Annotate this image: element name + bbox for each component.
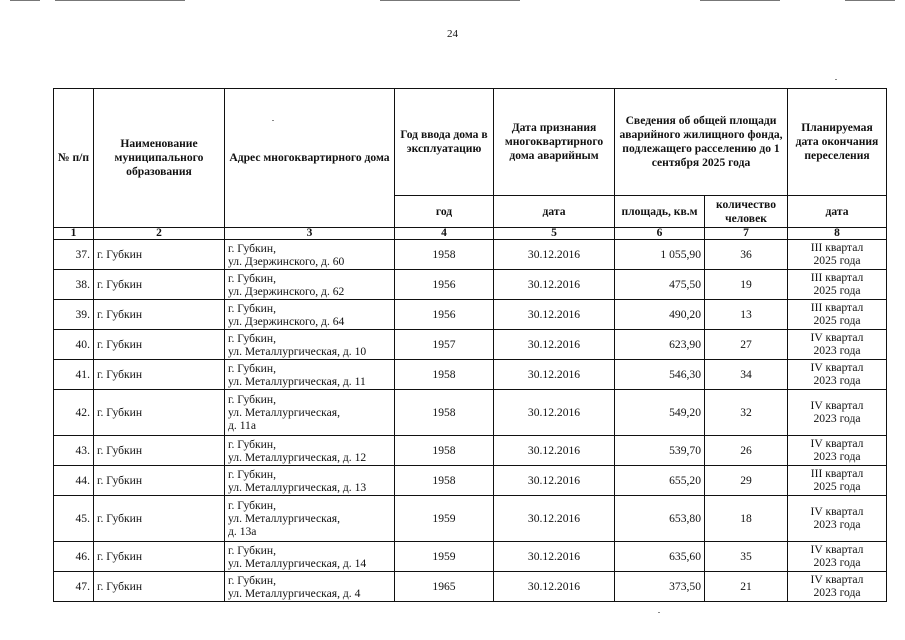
year-cell: 1959 [395, 496, 494, 542]
municipality-cell: г. Губкин [94, 270, 225, 300]
column-number: 1 [54, 228, 94, 240]
municipality-cell: г. Губкин [94, 542, 225, 572]
address-line: г. Губкин, [228, 361, 276, 375]
column-number-row [54, 228, 887, 240]
subheader-planned: дата [788, 196, 887, 228]
row-number-cell: 37. [54, 240, 94, 270]
planned-date-cell [788, 330, 887, 360]
address-line: ул. Дзержинского, д. 64 [228, 314, 345, 328]
header-commission-year: Год ввода дома в эксплуатацию [395, 89, 494, 196]
area-cell: 373,50 [615, 572, 705, 602]
address-cell [225, 300, 395, 330]
table-row [54, 300, 887, 330]
municipality-cell: г. Губкин [94, 360, 225, 390]
address-cell [225, 496, 395, 542]
table-body [54, 240, 887, 602]
planned-date-line: 2023 года [813, 411, 861, 425]
header-number: № п/п [54, 89, 94, 228]
header-emergency-date: Дата признания многоквартирного дома аварийным [494, 89, 615, 196]
planned-date-cell [788, 240, 887, 270]
municipality-cell: г. Губкин [94, 466, 225, 496]
municipality-cell: г. Губкин [94, 240, 225, 270]
planned-date-line: 2023 года [813, 555, 861, 569]
resettlement-table [53, 88, 887, 602]
scan-speck [835, 79, 837, 80]
address-cell [225, 360, 395, 390]
table-row [54, 270, 887, 300]
address-line: г. Губкин, [228, 271, 276, 285]
planned-date-line: 2023 года [813, 517, 861, 531]
people-cell: 19 [705, 270, 788, 300]
area-cell: 475,50 [615, 270, 705, 300]
address-cell [225, 572, 395, 602]
table-row [54, 466, 887, 496]
table-row [54, 330, 887, 360]
planned-date-cell [788, 360, 887, 390]
date-cell: 30.12.2016 [494, 330, 615, 360]
address-line: ул. Металлургическая, д. 4 [228, 586, 361, 600]
people-cell: 13 [705, 300, 788, 330]
area-cell: 655,20 [615, 466, 705, 496]
address-line: г. Губкин, [228, 301, 276, 315]
area-cell: 539,70 [615, 436, 705, 466]
planned-date-line: IV квартал [810, 437, 864, 451]
header-area-info: Сведения об общей площади аварийного жилищного фонда, подлежащего расселению до 1 сентября 2025 года [615, 89, 788, 196]
people-cell: 36 [705, 240, 788, 270]
people-cell: 32 [705, 390, 788, 436]
date-cell: 30.12.2016 [494, 572, 615, 602]
address-line: ул. Металлургическая, д. 12 [228, 450, 367, 464]
column-number: 6 [615, 228, 705, 240]
planned-date-cell [788, 466, 887, 496]
table-row [54, 542, 887, 572]
municipality-cell: г. Губкин [94, 300, 225, 330]
planned-date-cell [788, 572, 887, 602]
subheader-date: дата [494, 196, 615, 228]
row-number-cell: 42. [54, 390, 94, 436]
date-cell: 30.12.2016 [494, 466, 615, 496]
address-cell [225, 240, 395, 270]
year-cell: 1958 [395, 466, 494, 496]
people-cell: 21 [705, 572, 788, 602]
planned-date-line: 2023 года [813, 373, 861, 387]
row-number-cell: 41. [54, 360, 94, 390]
address-line: ул. Металлургическая, д. 14 [228, 556, 367, 570]
address-line: ул. Дзержинского, д. 60 [228, 254, 345, 268]
year-cell: 1959 [395, 542, 494, 572]
planned-date-line: IV квартал [810, 361, 864, 375]
column-number: 5 [494, 228, 615, 240]
planned-date-line: 2025 года [813, 283, 861, 297]
planned-date-line: 2025 года [813, 479, 861, 493]
address-line: ул. Металлургическая, [228, 406, 340, 419]
column-number: 4 [395, 228, 494, 240]
header-address: Адрес многоквартирного дома [225, 89, 395, 228]
address-line: ул. Металлургическая, д. 11 [228, 374, 366, 388]
address-cell [225, 270, 395, 300]
table-row [54, 572, 887, 602]
subheader-year: год [395, 196, 494, 228]
row-number-cell: 44. [54, 466, 94, 496]
subheader-people: количество человек [705, 196, 788, 228]
planned-date-line: III квартал [810, 271, 864, 285]
scan-top-edge [0, 0, 905, 2]
planned-date-line: IV квартал [810, 573, 864, 587]
date-cell: 30.12.2016 [494, 496, 615, 542]
address-line: г. Губкин, [228, 437, 276, 451]
area-cell: 1 055,90 [615, 240, 705, 270]
scan-speck [658, 612, 660, 613]
municipality-cell: г. Губкин [94, 330, 225, 360]
area-cell: 490,20 [615, 300, 705, 330]
planned-date-line: III квартал [810, 241, 864, 255]
year-cell: 1958 [395, 436, 494, 466]
address-line: ул. Металлургическая, [228, 512, 340, 525]
planned-date-line: III квартал [810, 301, 864, 315]
row-number-cell: 47. [54, 572, 94, 602]
address-line: г. Губкин, [228, 331, 276, 345]
year-cell: 1956 [395, 270, 494, 300]
planned-date-cell [788, 390, 887, 436]
planned-date-line: 2025 года [813, 253, 861, 267]
address-line: д. 11а [228, 418, 257, 432]
municipality-cell: г. Губкин [94, 390, 225, 436]
year-cell: 1956 [395, 300, 494, 330]
date-cell: 30.12.2016 [494, 542, 615, 572]
municipality-cell: г. Губкин [94, 436, 225, 466]
address-line: г. Губкин, [228, 241, 276, 255]
table-row [54, 360, 887, 390]
planned-date-line: 2023 года [813, 343, 861, 357]
municipality-cell: г. Губкин [94, 496, 225, 542]
planned-date-line: 2025 года [813, 313, 861, 327]
address-cell [225, 390, 395, 436]
planned-date-cell [788, 436, 887, 466]
year-cell: 1958 [395, 240, 494, 270]
planned-date-line: IV квартал [810, 505, 864, 519]
planned-date-line: III квартал [810, 467, 864, 481]
row-number-cell: 43. [54, 436, 94, 466]
people-cell: 35 [705, 542, 788, 572]
address-line: ул. Дзержинского, д. 62 [228, 284, 345, 298]
column-number: 3 [225, 228, 395, 240]
date-cell: 30.12.2016 [494, 300, 615, 330]
area-cell: 549,20 [615, 390, 705, 436]
address-line: ул. Металлургическая, д. 13 [228, 480, 367, 494]
address-cell [225, 542, 395, 572]
address-line: д. 13а [228, 524, 257, 538]
table-row [54, 496, 887, 542]
planned-date-cell [788, 542, 887, 572]
header-planned-date: Планируемая дата окончания переселения [788, 89, 887, 196]
planned-date-cell [788, 270, 887, 300]
year-cell: 1957 [395, 330, 494, 360]
row-number-cell: 39. [54, 300, 94, 330]
table-row [54, 390, 887, 436]
people-cell: 18 [705, 496, 788, 542]
date-cell: 30.12.2016 [494, 270, 615, 300]
people-cell: 34 [705, 360, 788, 390]
address-cell [225, 330, 395, 360]
row-number-cell: 40. [54, 330, 94, 360]
row-number-cell: 45. [54, 496, 94, 542]
table-row [54, 436, 887, 466]
address-line: г. Губкин, [228, 467, 276, 481]
column-number: 8 [788, 228, 887, 240]
planned-date-cell [788, 496, 887, 542]
header-municipality: Наименование муниципального образования [94, 89, 225, 228]
page-number: 24 [447, 28, 458, 40]
column-number: 2 [94, 228, 225, 240]
date-cell: 30.12.2016 [494, 240, 615, 270]
planned-date-line: 2023 года [813, 449, 861, 463]
area-cell: 653,80 [615, 496, 705, 542]
subheader-area: площадь, кв.м [615, 196, 705, 228]
planned-date-line: IV квартал [810, 331, 864, 345]
planned-date-line: IV квартал [810, 543, 864, 557]
planned-date-line: 2023 года [813, 585, 861, 599]
area-cell: 546,30 [615, 360, 705, 390]
municipality-cell: г. Губкин [94, 572, 225, 602]
people-cell: 29 [705, 466, 788, 496]
year-cell: 1958 [395, 360, 494, 390]
column-number: 7 [705, 228, 788, 240]
header-row [54, 89, 887, 196]
area-cell: 635,60 [615, 542, 705, 572]
address-line: ул. Металлургическая, д. 10 [228, 344, 367, 358]
address-cell [225, 436, 395, 466]
address-line: г. Губкин, [228, 573, 276, 587]
date-cell: 30.12.2016 [494, 390, 615, 436]
address-cell [225, 466, 395, 496]
planned-date-line: IV квартал [810, 399, 864, 413]
date-cell: 30.12.2016 [494, 436, 615, 466]
planned-date-cell [788, 300, 887, 330]
year-cell: 1958 [395, 390, 494, 436]
address-line: г. Губкин, [228, 543, 276, 557]
row-number-cell: 46. [54, 542, 94, 572]
year-cell: 1965 [395, 572, 494, 602]
area-cell: 623,90 [615, 330, 705, 360]
date-cell: 30.12.2016 [494, 360, 615, 390]
address-line: г. Губкин, [228, 499, 276, 513]
table-row [54, 240, 887, 270]
people-cell: 27 [705, 330, 788, 360]
row-number-cell: 38. [54, 270, 94, 300]
address-line: г. Губкин, [228, 393, 276, 407]
people-cell: 26 [705, 436, 788, 466]
